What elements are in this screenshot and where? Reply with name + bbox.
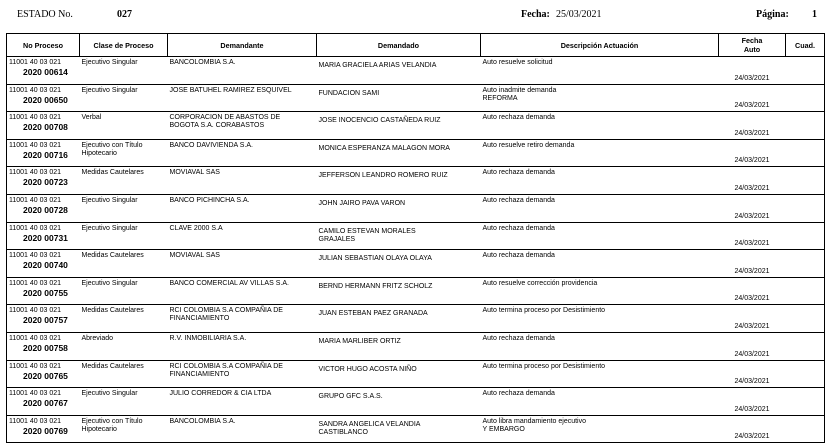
descripcion-line1: Auto resuelve retiro demanda xyxy=(482,141,575,149)
demandante-line1: BANCOLOMBIA S.A. xyxy=(169,417,236,425)
demandado-line1: GRUPO GFC S.A.S. xyxy=(318,393,383,401)
col-descripcion: Descripción Actuación xyxy=(481,34,719,57)
cell-demandado xyxy=(317,360,481,388)
cell-demandante xyxy=(168,332,317,360)
clase-line1: Ejecutivo Singular xyxy=(81,196,138,204)
cell-no-proceso xyxy=(7,360,80,388)
estado-table xyxy=(6,33,825,443)
cell-descripcion xyxy=(481,112,719,140)
cell-clase-proceso xyxy=(80,112,168,140)
cell-fecha-auto: 24/03/2021 xyxy=(719,194,786,222)
demandado-line1: MARIA GRACIELA ARIAS VELANDIA xyxy=(318,62,437,69)
proceso-code: 11001 40 03 021 xyxy=(9,417,62,425)
cell-no-proceso xyxy=(7,250,80,278)
demandante-line1: BANCO PICHINCHA S.A. xyxy=(169,196,250,204)
col-clase-proceso: Clase de Proceso xyxy=(80,34,168,57)
clase-line1: Abreviado xyxy=(81,334,114,342)
clase-line1: Ejecutivo con Título xyxy=(81,417,143,425)
cell-cuad xyxy=(786,250,825,278)
proceso-number: 2020 00731 xyxy=(23,232,68,243)
descripcion-line2: Y EMBARGO xyxy=(482,425,525,433)
demandado-line1: VICTOR HUGO ACOSTA NIÑO xyxy=(318,365,417,373)
cell-cuad xyxy=(786,388,825,416)
estado-label: ESTADO No. xyxy=(17,9,73,20)
proceso-code: 11001 40 03 021 xyxy=(9,59,62,66)
demandante-line1: MOVIAVAL SAS xyxy=(169,252,220,260)
cell-no-proceso xyxy=(7,332,80,360)
descripcion-line1: Auto rechaza demanda xyxy=(482,196,555,204)
cell-demandado xyxy=(317,194,481,222)
cell-fecha-auto: 24/03/2021 xyxy=(719,332,786,360)
cell-demandante xyxy=(168,194,317,222)
demandado-line1: MARIA MARLIBER ORTIZ xyxy=(318,337,401,345)
cell-clase-proceso xyxy=(80,332,168,360)
cell-clase-proceso xyxy=(80,250,168,278)
fecha-value: 25/03/2021 xyxy=(556,9,602,20)
cell-cuad xyxy=(786,360,825,388)
col-no-proceso: No Proceso xyxy=(7,34,80,57)
cell-clase-proceso xyxy=(80,360,168,388)
cell-cuad xyxy=(786,139,825,167)
proceso-number: 2020 00740 xyxy=(23,260,68,271)
table-body xyxy=(7,57,825,443)
table-row xyxy=(7,332,825,360)
clase-line1: Medidas Cautelares xyxy=(81,362,144,370)
cell-demandante xyxy=(168,222,317,250)
demandante-line1: R.V. INMOBILIARIA S.A. xyxy=(169,334,247,342)
proceso-code: 11001 40 03 021 xyxy=(9,279,62,287)
table-row xyxy=(7,194,825,222)
cell-demandante xyxy=(168,277,317,305)
proceso-number: 2020 00614 xyxy=(23,67,68,77)
cell-demandante xyxy=(168,139,317,167)
clase-line1: Ejecutivo Singular xyxy=(81,59,138,66)
cell-descripcion xyxy=(481,305,719,333)
cell-cuad xyxy=(786,112,825,140)
descripcion-line1: Auto libra mandamiento ejecutivo xyxy=(482,417,587,425)
descripcion-line1: Auto rechaza demanda xyxy=(482,390,555,398)
demandado-line2: GRAJALES xyxy=(318,235,356,243)
pagina-label xyxy=(756,9,789,20)
cell-demandante xyxy=(168,360,317,388)
col-demandante: Demandante xyxy=(168,34,317,57)
estado-number-value: 027 xyxy=(117,9,132,20)
cell-descripcion xyxy=(481,415,719,443)
cell-demandante xyxy=(168,112,317,140)
col-fecha-auto-line2: Auto xyxy=(743,45,761,54)
proceso-code: 11001 40 03 021 xyxy=(9,334,62,342)
cell-demandado xyxy=(317,84,481,112)
cell-clase-proceso xyxy=(80,277,168,305)
cell-cuad xyxy=(786,277,825,305)
demandante-line2: FINANCIAMIENTO xyxy=(169,315,230,323)
cell-cuad xyxy=(786,415,825,443)
demandado-line1: JEFFERSON LEANDRO ROMERO RUIZ xyxy=(318,172,448,180)
descripcion-line1: Auto rechaza demanda xyxy=(482,169,555,177)
descripcion-line1: Auto rechaza demanda xyxy=(482,224,555,232)
pagina-value xyxy=(812,9,817,20)
cell-cuad xyxy=(786,194,825,222)
demandante-line1: JULIO CORREDOR & CIA LTDA xyxy=(169,390,272,398)
descripcion-line1: Auto termina proceso por Desistimiento xyxy=(482,362,606,370)
table-row xyxy=(7,222,825,250)
proceso-code: 11001 40 03 021 xyxy=(9,390,62,398)
proceso-code: 11001 40 03 021 xyxy=(9,362,62,370)
descripcion-line1: Auto rechaza demanda xyxy=(482,252,555,260)
cell-demandante xyxy=(168,250,317,278)
cell-descripcion xyxy=(481,167,719,195)
cell-demandante xyxy=(168,305,317,333)
cell-descripcion xyxy=(481,139,719,167)
cell-fecha-auto: 24/03/2021 xyxy=(719,415,786,443)
proceso-number: 2020 00716 xyxy=(23,149,68,160)
proceso-number: 2020 00755 xyxy=(23,287,68,298)
demandante-line2: BOGOTA S.A. CORABASTOS xyxy=(169,122,265,130)
cell-descripcion xyxy=(481,277,719,305)
clase-line1: Ejecutivo con Título xyxy=(81,141,143,149)
demandado-line2: CASTIBLANCO xyxy=(318,428,368,436)
cell-descripcion xyxy=(481,57,719,85)
descripcion-line1: Auto rechaza demanda xyxy=(482,114,555,122)
cell-demandado xyxy=(317,305,481,333)
cell-fecha-auto: 24/03/2021 xyxy=(719,112,786,140)
cell-fecha-auto: 24/03/2021 xyxy=(719,84,786,112)
table-row xyxy=(7,84,825,112)
cell-clase-proceso xyxy=(80,305,168,333)
proceso-number: 2020 00758 xyxy=(23,342,68,353)
proceso-number: 2020 00650 xyxy=(23,94,68,105)
proceso-code: 11001 40 03 021 xyxy=(9,252,62,260)
cell-no-proceso xyxy=(7,388,80,416)
cell-demandado xyxy=(317,139,481,167)
fecha-label xyxy=(521,9,550,20)
cell-no-proceso xyxy=(7,305,80,333)
cell-cuad xyxy=(786,57,825,85)
proceso-code: 11001 40 03 021 xyxy=(9,196,62,204)
cell-demandado xyxy=(317,57,481,85)
demandado-line1: BERND HERMANN FRITZ SCHOLZ xyxy=(318,282,433,290)
cell-descripcion xyxy=(481,194,719,222)
cell-fecha-auto: 24/03/2021 xyxy=(719,250,786,278)
cell-no-proceso xyxy=(7,84,80,112)
cell-clase-proceso xyxy=(80,222,168,250)
proceso-code: 11001 40 03 021 xyxy=(9,114,62,122)
table-row xyxy=(7,112,825,140)
table-header-row xyxy=(7,34,825,57)
cell-cuad xyxy=(786,222,825,250)
demandante-line1: RCI COLOMBIA S.A COMPAÑIA DE xyxy=(169,362,283,370)
table-row xyxy=(7,139,825,167)
cell-demandado xyxy=(317,250,481,278)
clase-line2: Hipotecario xyxy=(81,149,117,157)
cell-no-proceso xyxy=(7,415,80,443)
cell-fecha-auto: 24/03/2021 xyxy=(719,139,786,167)
pagina-number: 1 xyxy=(812,9,817,20)
proceso-number: 2020 00767 xyxy=(23,398,68,409)
cell-demandante xyxy=(168,415,317,443)
proceso-code: 11001 40 03 021 xyxy=(9,224,62,232)
descripcion-line1: Auto resuelve corrección providencia xyxy=(482,279,598,287)
demandante-line1: BANCOLOMBIA S.A. xyxy=(169,59,236,66)
cell-fecha-auto: 24/03/2021 xyxy=(719,222,786,250)
cell-demandante xyxy=(168,57,317,85)
proceso-number: 2020 00769 xyxy=(23,425,68,436)
col-fecha-auto xyxy=(719,34,786,57)
col-fecha-auto-line1: Fecha xyxy=(741,36,763,45)
proceso-number: 2020 00757 xyxy=(23,315,68,326)
cell-cuad xyxy=(786,84,825,112)
proceso-number: 2020 00723 xyxy=(23,177,68,188)
cell-demandado xyxy=(317,388,481,416)
clase-line1: Medidas Cautelares xyxy=(81,169,144,177)
proceso-number: 2020 00708 xyxy=(23,122,68,133)
proceso-number: 2020 00765 xyxy=(23,370,68,381)
cell-demandado xyxy=(317,415,481,443)
demandante-line1: BANCO COMERCIAL AV VILLAS S.A. xyxy=(169,279,289,287)
descripcion-line1: Auto resuelve solicitud xyxy=(482,59,553,66)
cell-clase-proceso xyxy=(80,139,168,167)
demandante-line1: CLAVE 2000 S.A xyxy=(169,224,223,232)
descripcion-line1: Auto rechaza demanda xyxy=(482,334,555,342)
cell-descripcion xyxy=(481,388,719,416)
cell-demandado xyxy=(317,167,481,195)
cell-demandante xyxy=(168,84,317,112)
demandante-line1: CORPORACION DE ABASTOS DE xyxy=(169,114,281,122)
demandado-line1: JULIAN SEBASTIAN OLAYA OLAYA xyxy=(318,255,432,263)
demandante-line2: FINANCIAMIENTO xyxy=(169,370,230,378)
estado-number xyxy=(117,9,132,20)
table-row xyxy=(7,305,825,333)
table-row xyxy=(7,388,825,416)
proceso-code: 11001 40 03 021 xyxy=(9,86,62,94)
cell-fecha-auto: 24/03/2021 xyxy=(719,277,786,305)
cell-clase-proceso xyxy=(80,57,168,85)
demandado-line1: SANDRA ANGELICA VELANDIA xyxy=(318,420,421,428)
cell-clase-proceso xyxy=(80,415,168,443)
table-row xyxy=(7,360,825,388)
cell-cuad xyxy=(786,305,825,333)
cell-no-proceso xyxy=(7,139,80,167)
clase-line1: Ejecutivo Singular xyxy=(81,86,138,94)
demandante-line1: MOVIAVAL SAS xyxy=(169,169,220,177)
cell-no-proceso xyxy=(7,57,80,85)
table-row xyxy=(7,250,825,278)
cell-no-proceso xyxy=(7,277,80,305)
cell-clase-proceso xyxy=(80,388,168,416)
demandante-line1: BANCO DAVIVIENDA S.A. xyxy=(169,141,254,149)
cell-no-proceso xyxy=(7,194,80,222)
proceso-number: 2020 00728 xyxy=(23,204,68,215)
demandado-line1: JUAN ESTEBAN PAEZ GRANADA xyxy=(318,310,428,318)
cell-descripcion xyxy=(481,84,719,112)
clase-line1: Ejecutivo Singular xyxy=(81,279,138,287)
pagina-label-text: Página: xyxy=(756,9,789,20)
cell-clase-proceso xyxy=(80,84,168,112)
clase-line1: Verbal xyxy=(81,114,102,122)
demandado-line1: JOSE INOCENCIO CASTAÑEDA RUIZ xyxy=(318,117,441,125)
cell-demandado xyxy=(317,222,481,250)
demandado-line1: FUNDACION SAMI xyxy=(318,89,380,97)
fecha-label-text: Fecha: xyxy=(521,9,550,20)
table-row xyxy=(7,277,825,305)
cell-no-proceso xyxy=(7,222,80,250)
descripcion-line2: REFORMA xyxy=(482,94,518,102)
demandado-line1: JOHN JAIRO PAVA VARON xyxy=(318,199,406,207)
descripcion-line1: Auto termina proceso por Desistimiento xyxy=(482,307,606,315)
cell-fecha-auto: 24/03/2021 xyxy=(719,57,786,85)
col-cuad: Cuad. xyxy=(786,34,825,57)
clase-line2: Hipotecario xyxy=(81,425,117,433)
clase-line1: Ejecutivo Singular xyxy=(81,390,138,398)
cell-no-proceso xyxy=(7,112,80,140)
cell-demandado xyxy=(317,112,481,140)
demandante-line1: RCI COLOMBIA S.A COMPAÑIA DE xyxy=(169,307,283,315)
cell-fecha-auto: 24/03/2021 xyxy=(719,388,786,416)
cell-demandado xyxy=(317,332,481,360)
cell-clase-proceso xyxy=(80,167,168,195)
table-row xyxy=(7,415,825,443)
clase-line1: Ejecutivo Singular xyxy=(81,224,138,232)
cell-clase-proceso xyxy=(80,194,168,222)
table-row xyxy=(7,167,825,195)
demandado-line1: MONICA ESPERANZA MALAGON MORA xyxy=(318,144,450,152)
proceso-code: 11001 40 03 021 xyxy=(9,141,62,149)
cell-fecha-auto: 24/03/2021 xyxy=(719,167,786,195)
cell-demandado xyxy=(317,277,481,305)
cell-fecha-auto: 24/03/2021 xyxy=(719,305,786,333)
demandado-line1: CAMILO ESTEVAN MORALES xyxy=(318,227,416,235)
cell-descripcion xyxy=(481,332,719,360)
cell-descripcion xyxy=(481,250,719,278)
table-row xyxy=(7,57,825,85)
col-demandado: Demandado xyxy=(317,34,481,57)
clase-line1: Medidas Cautelares xyxy=(81,252,144,260)
proceso-code: 11001 40 03 021 xyxy=(9,169,62,177)
cell-no-proceso xyxy=(7,167,80,195)
clase-line1: Medidas Cautelares xyxy=(81,307,144,315)
cell-cuad xyxy=(786,167,825,195)
cell-demandante xyxy=(168,167,317,195)
cell-fecha-auto: 24/03/2021 xyxy=(719,360,786,388)
descripcion-line1: Auto inadmite demanda xyxy=(482,86,557,94)
cell-cuad xyxy=(786,332,825,360)
proceso-code: 11001 40 03 021 xyxy=(9,307,62,315)
cell-descripcion xyxy=(481,222,719,250)
cell-demandante xyxy=(168,388,317,416)
demandante-line1: JOSE BATUHEL RAMIREZ ESQUIVEL xyxy=(169,86,292,94)
cell-descripcion xyxy=(481,360,719,388)
